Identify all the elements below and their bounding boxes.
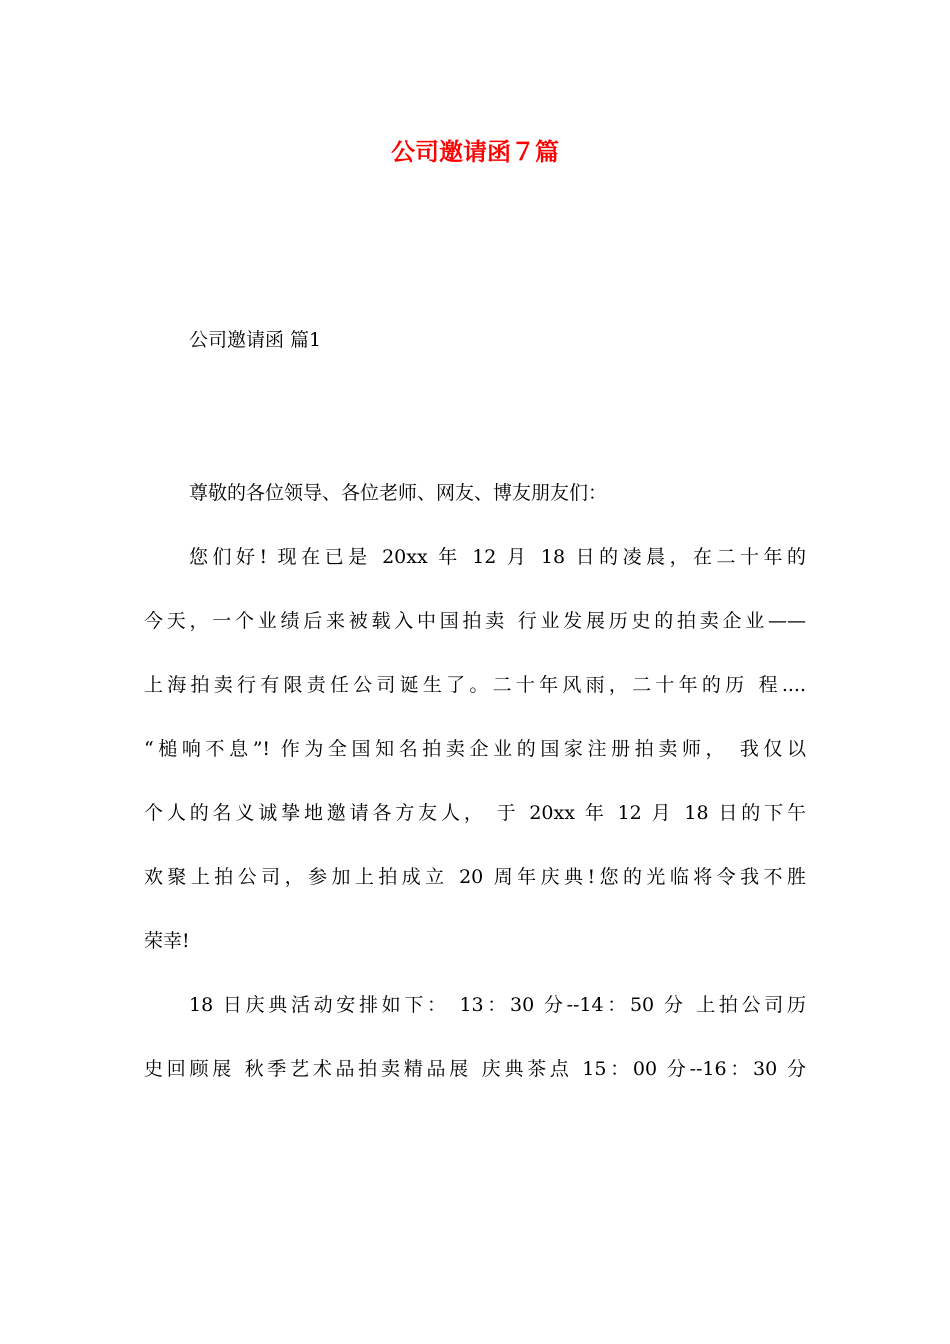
paragraph-1-line-4: “槌响不息”! 作为全国知名拍卖企业的国家注册拍卖师， 我仅以	[144, 738, 806, 760]
paragraph-2-line-2: 史回顾展 秋季艺术品拍卖精品展 庆典茶点 15：00 分--16：30 分	[144, 1058, 806, 1080]
paragraph-1-line-5: 个人的名义诚挚地邀请各方友人， 于 20xx 年 12 月 18 日的下午	[144, 802, 806, 824]
paragraph-2-line-1: 18 日庆典活动安排如下： 13：30 分--14：50 分 上拍公司历	[189, 994, 806, 1016]
paragraph-1-line-1: 您们好! 现在已是 20xx 年 12 月 18 日的凌晨，在二十年的	[189, 546, 806, 568]
document-title: 公司邀请函７篇	[391, 137, 559, 166]
paragraph-1-line-2: 今天，一个业绩后来被载入中国拍卖 行业发展历史的拍卖企业——	[144, 610, 806, 632]
section-heading: 公司邀请函 篇1	[189, 329, 322, 351]
paragraph-1-line-6: 欢聚上拍公司，参加上拍成立 20 周年庆典!您的光临将令我不胜	[144, 866, 806, 888]
paragraph-1-line-7: 荣幸!	[144, 930, 190, 952]
salutation: 尊敬的各位领导、各位老师、网友、博友朋友们：	[189, 482, 608, 504]
document-body	[144, 461, 806, 1101]
paragraph-1-line-3: 上海拍卖行有限责任公司诞生了。二十年风雨，二十年的历 程....	[144, 674, 806, 696]
